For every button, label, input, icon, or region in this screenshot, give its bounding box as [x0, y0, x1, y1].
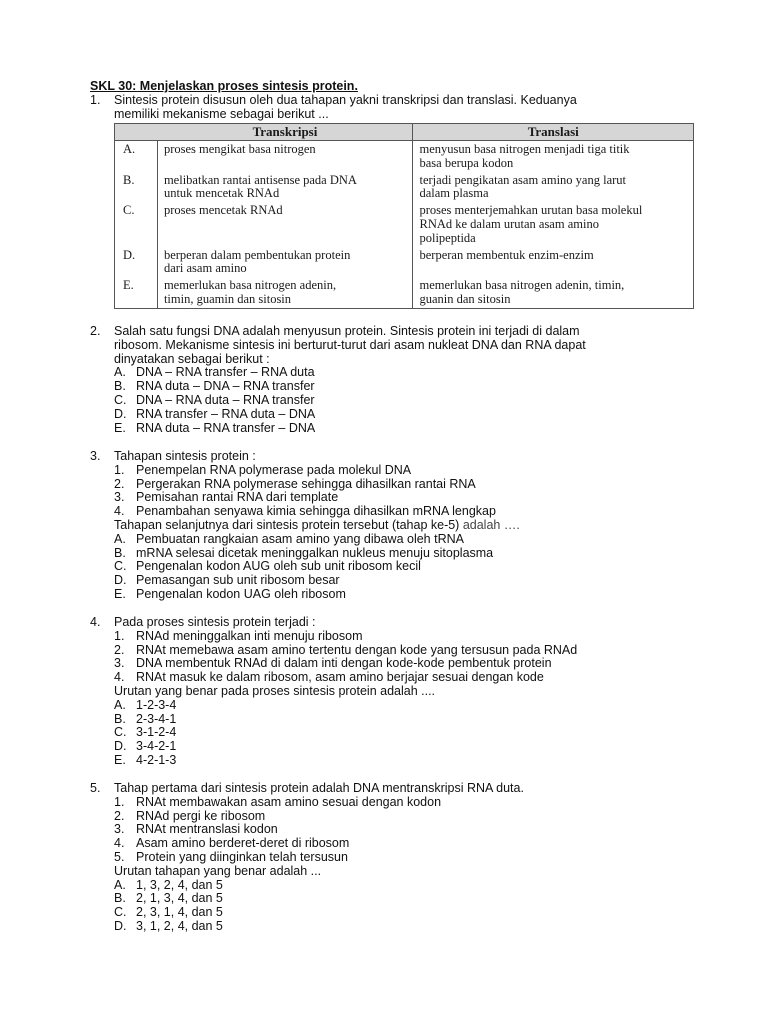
option-label: E.: [114, 586, 126, 601]
option-label: A.: [114, 697, 126, 712]
step-text: Asam amino berderet-deret di ribosom: [136, 836, 350, 851]
option-text: 2, 3, 1, 4, dan 5: [136, 905, 223, 920]
option-label: B.: [114, 891, 126, 906]
option-text: 1-2-3-4: [136, 697, 177, 712]
question-text-line: Salah satu fungsi DNA adalah menyusun protein. Sintesis protein ini terjadi di dalam: [114, 324, 580, 338]
option-text: 1, 3, 2, 4, dan 5: [136, 877, 223, 892]
page-title: SKL 30: Menjelaskan proses sintesis protein.: [90, 79, 358, 93]
step-label: 3.: [114, 822, 125, 837]
cell-line: timin, guamin dan sitosin: [163, 291, 292, 306]
step-item: [114, 810, 710, 824]
step-text: RNAt masuk ke dalam ribosom, asam amino berjajar sesuai dengan kode: [136, 670, 544, 685]
question-text-line: Tahapan sintesis protein :: [114, 449, 256, 463]
option-label: A.: [114, 365, 126, 380]
step-item: [114, 464, 710, 478]
option-label: D.: [114, 573, 127, 588]
question-2: [90, 325, 710, 435]
option-label: B.: [115, 172, 158, 203]
step-label: 3.: [114, 490, 125, 505]
answer-option[interactable]: [114, 366, 710, 380]
option-text: 2-3-4-1: [136, 711, 177, 726]
question-3: [90, 450, 710, 602]
answer-option[interactable]: [114, 408, 710, 422]
cell-line: memerlukan basa nitrogen adenin,: [163, 278, 337, 293]
answer-table: [114, 123, 694, 309]
cell-line: polipeptida: [419, 230, 476, 245]
step-label: 2.: [114, 476, 125, 491]
question-text-line: [114, 519, 710, 533]
question-text-line: dinyatakan sebagai berikut :: [114, 351, 270, 366]
step-item: [114, 823, 710, 837]
step-item: [114, 837, 710, 851]
translasi-cell: [413, 277, 694, 308]
answer-option[interactable]: [114, 713, 710, 727]
option-label: C.: [114, 905, 127, 920]
cell-line: RNAd ke dalam urutan asam amino: [419, 216, 599, 231]
option-label: A.: [114, 877, 126, 892]
table-header-row: [115, 124, 694, 141]
answer-option[interactable]: [114, 380, 710, 394]
cell-line: menyusun basa nitrogen menjadi tiga titik: [419, 142, 630, 156]
step-item: [114, 630, 710, 644]
table-row: [115, 277, 694, 308]
table-row: [115, 172, 694, 203]
option-text: 3-1-2-4: [136, 725, 177, 740]
answer-option[interactable]: [114, 726, 710, 740]
step-label: 2.: [114, 642, 125, 657]
option-label: C.: [115, 202, 158, 246]
cell-line: terjadi pengikatan asam amino yang larut: [419, 172, 627, 187]
option-label: E.: [114, 420, 126, 435]
table-row: [115, 141, 694, 172]
question-text-line: ribosom. Mekanisme sintesis ini berturut-turut dari asam nukleat DNA dan RNA dapat: [114, 337, 586, 352]
translasi-cell: [413, 247, 694, 278]
translasi-cell: [413, 202, 694, 246]
cell-line: proses mengikat basa nitrogen: [163, 142, 316, 156]
transkripsi-cell: [157, 202, 413, 246]
option-label: B.: [114, 545, 126, 560]
option-label: D.: [114, 406, 127, 421]
transkripsi-cell: [157, 141, 413, 172]
step-item: [114, 796, 710, 810]
option-label: C.: [114, 725, 127, 740]
option-text: Pengenalan kodon AUG oleh sub unit ribosom kecil: [136, 559, 421, 574]
option-label: B.: [114, 711, 126, 726]
answer-option[interactable]: [114, 754, 710, 768]
step-item: [114, 644, 710, 658]
answer-option[interactable]: [114, 588, 710, 602]
answer-option[interactable]: [114, 422, 710, 436]
option-text: 3-4-2-1: [136, 739, 177, 754]
option-text: RNA transfer – RNA duta – DNA: [136, 406, 316, 421]
step-text: Penambahan senyawa kimia sehingga dihasilkan mRNA lengkap: [136, 504, 496, 519]
cell-line: memerlukan basa nitrogen adenin, timin,: [419, 278, 625, 293]
step-item: [114, 491, 710, 505]
answer-option[interactable]: [114, 699, 710, 713]
option-text: Pemasangan sub unit ribosom besar: [136, 573, 340, 588]
transkripsi-cell: [157, 172, 413, 203]
step-label: 4.: [114, 504, 125, 519]
question-text-line: Tahap pertama dari sintesis protein adalah DNA mentranskripsi RNA duta.: [114, 781, 524, 795]
step-text: Penempelan RNA polymerase pada molekul DNA: [136, 462, 412, 477]
step-item: [114, 657, 710, 671]
answer-option[interactable]: [114, 879, 710, 893]
question-text-line: memiliki mekanisme sebagai berikut ...: [114, 106, 329, 121]
cell-line: guanin dan sitosin: [419, 291, 511, 306]
option-label: A.: [114, 531, 126, 546]
question-number: 4.: [90, 615, 101, 629]
step-text: RNAd pergi ke ribosom: [136, 808, 266, 823]
step-text: RNAt membawakan asam amino sesuai dengan kodon: [136, 794, 442, 809]
answer-option[interactable]: [114, 547, 710, 561]
answer-option[interactable]: [114, 740, 710, 754]
option-label: A.: [115, 141, 158, 172]
step-item: [114, 478, 710, 492]
transkripsi-cell: [157, 247, 413, 278]
option-text: 3, 1, 2, 4, dan 5: [136, 918, 223, 933]
option-label: E.: [115, 277, 158, 308]
cell-line: melibatkan rantai antisense pada DNA: [163, 172, 357, 187]
option-label: D.: [114, 918, 127, 933]
table-header-blank: [115, 124, 158, 141]
step-label: 4.: [114, 836, 125, 851]
step-label: 1.: [114, 628, 125, 643]
step-text: Pergerakan RNA polymerase sehingga dihasilkan rantai RNA: [136, 476, 476, 491]
answer-option[interactable]: [114, 574, 710, 588]
question-tail: adalah ….: [462, 517, 520, 532]
step-text: Protein yang diinginkan telah tersusun: [136, 849, 348, 864]
question-text-line: Sintesis protein disusun oleh dua tahapan yakni transkripsi dan translasi. Keduanya: [114, 93, 577, 107]
answer-option[interactable]: [114, 892, 710, 906]
step-text: RNAd meninggalkan inti menuju ribosom: [136, 628, 363, 643]
cell-line: dari asam amino: [163, 261, 247, 276]
table-row: [115, 247, 694, 278]
question-5: [90, 782, 710, 934]
answer-option[interactable]: [114, 560, 710, 574]
table-header-transkripsi: Transkripsi: [157, 124, 413, 141]
step-label: 1.: [114, 794, 125, 809]
step-label: 1.: [114, 462, 125, 477]
cell-line: untuk mencetak RNAd: [163, 186, 280, 201]
option-label: D.: [114, 739, 127, 754]
step-label: 4.: [114, 670, 125, 685]
option-label: C.: [114, 392, 127, 407]
option-text: DNA – RNA transfer – RNA duta: [136, 365, 315, 380]
step-item: [114, 505, 710, 519]
option-label: C.: [114, 559, 127, 574]
step-text: RNAt mentranslasi kodon: [136, 822, 278, 837]
question-number: 5.: [90, 781, 101, 795]
step-item: [114, 671, 710, 685]
option-label: D.: [115, 247, 158, 278]
cell-line: berperan dalam pembentukan protein: [163, 247, 351, 262]
step-text: Pemisahan rantai RNA dari template: [136, 490, 339, 505]
answer-option[interactable]: [114, 533, 710, 547]
option-text: RNA duta – RNA transfer – DNA: [136, 420, 316, 435]
option-text: Pembuatan rangkaian asam amino yang dibawa oleh tRNA: [136, 531, 464, 546]
answer-option[interactable]: [114, 394, 710, 408]
question-text-line: Pada proses sintesis protein terjadi :: [114, 615, 316, 629]
cell-line: basa berupa kodon: [419, 155, 514, 170]
option-text: mRNA selesai dicetak meninggalkan nukleus menuju sitoplasma: [136, 545, 494, 560]
question-text-line: Urutan yang benar pada proses sintesis protein adalah ....: [114, 683, 436, 698]
question-text: Tahapan selanjutnya dari sintesis protein tersebut (tahap ke-5): [114, 517, 460, 532]
step-label: 2.: [114, 808, 125, 823]
table-row: [115, 202, 694, 246]
answer-option[interactable]: [114, 920, 710, 934]
step-item: [114, 851, 710, 865]
question-number: 1.: [90, 93, 101, 107]
question-4: [90, 616, 710, 768]
step-text: DNA membentuk RNAd di dalam inti dengan kode-kode pembentuk protein: [136, 656, 552, 671]
cell-line: berperan membentuk enzim-enzim: [419, 247, 594, 262]
table-header-translasi: Translasi: [413, 124, 694, 141]
cell-line: proses mencetak RNAd: [163, 203, 283, 218]
option-text: RNA duta – DNA – RNA transfer: [136, 379, 315, 394]
translasi-cell: [413, 141, 694, 172]
step-text: RNAt memebawa asam amino tertentu dengan kode yang tersusun pada RNAd: [136, 642, 578, 657]
option-text: 2, 1, 3, 4, dan 5: [136, 891, 223, 906]
option-text: Pengenalan kodon UAG oleh ribosom: [136, 586, 346, 601]
translasi-cell: [413, 172, 694, 203]
cell-line: dalam plasma: [419, 186, 489, 201]
question-number: 3.: [90, 449, 101, 463]
option-text: 4-2-1-3: [136, 752, 177, 767]
option-text: DNA – RNA duta – RNA transfer: [136, 392, 315, 407]
transkripsi-cell: [157, 277, 413, 308]
cell-line: proses menterjemahkan urutan basa molekul: [419, 203, 643, 218]
option-label: E.: [114, 752, 126, 767]
option-label: B.: [114, 379, 126, 394]
question-1: [90, 94, 710, 122]
step-label: 3.: [114, 656, 125, 671]
question-text-line: Urutan tahapan yang benar adalah ...: [114, 863, 322, 878]
step-label: 5.: [114, 849, 125, 864]
answer-option[interactable]: [114, 906, 710, 920]
question-number: 2.: [90, 324, 101, 338]
